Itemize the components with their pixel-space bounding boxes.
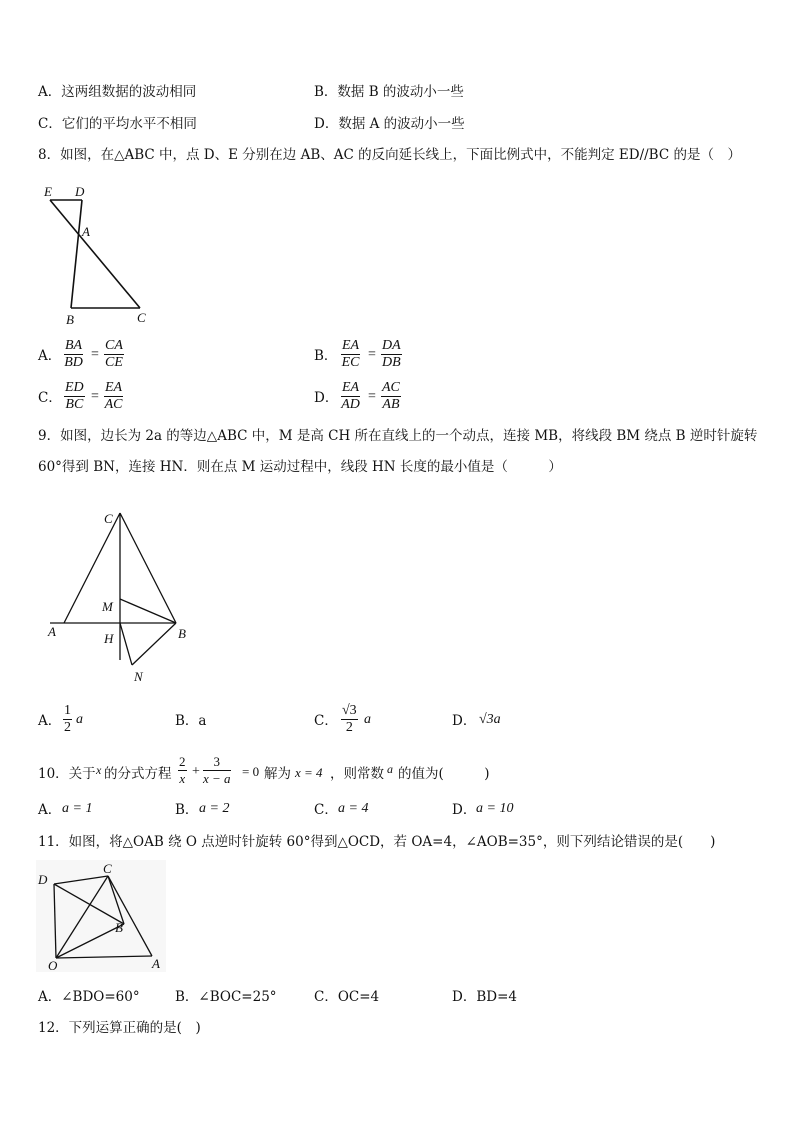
q8-option-a-frac1 <box>64 338 83 371</box>
q7-option-a: A．这两组数据的波动相同 <box>38 84 197 100</box>
q10-option-c-label: C． <box>314 802 338 818</box>
q9-a-var: a <box>76 712 83 727</box>
q8-a-num2: CA <box>105 338 123 353</box>
q8-c-num1: ED <box>65 380 84 395</box>
q11-label-c: C <box>103 861 112 876</box>
q10-option-b-label: B． <box>175 802 199 818</box>
q8-option-d-label: D． <box>314 390 339 406</box>
q10-stem-d: ，则常数 <box>330 766 384 782</box>
q10-x-var: x <box>96 763 102 777</box>
q9-option-a-frac <box>63 703 72 736</box>
q10-stem-e: 的值为( ) <box>398 766 490 782</box>
q8-b-num2: DA <box>382 338 401 353</box>
q10-solution: x = 4 <box>295 765 323 780</box>
q11-option-a: A．∠BDO=60° <box>38 989 140 1005</box>
q8-b-den2: DB <box>382 355 401 370</box>
q7-option-b: B．数据 B 的波动小一些 <box>314 84 464 100</box>
q8-option-b-frac1 <box>341 338 360 371</box>
q11-label-o: O <box>48 958 58 973</box>
q8-label-c: C <box>137 310 146 325</box>
q9-label-h: H <box>104 631 114 646</box>
q8-a-den1: BD <box>64 355 83 370</box>
q10-option-c-value: a = 4 <box>338 801 369 816</box>
q11-stem: 11．如图，将△OAB 绕 O 点逆时针旋转 60°得到△OCD，若 OA=4，∠AOB=35°，则下列结论错误的是( ) <box>38 834 716 850</box>
q8-a-den2: CE <box>105 355 123 370</box>
q10-f2-den: x − a <box>203 771 231 786</box>
q7-option-c: C．它们的平均水平不相同 <box>38 116 197 132</box>
q8-b-num1: EA <box>342 338 360 353</box>
q11-option-b: B．∠BOC=25° <box>175 989 277 1005</box>
q8-option-a-label: A． <box>38 348 62 364</box>
q8-option-b-label: B． <box>314 348 338 364</box>
q9-label-m: M <box>102 599 113 614</box>
q8-d-num1: EA <box>342 380 360 395</box>
q8-option-c-frac1 <box>64 380 85 413</box>
q8-b-den1: EC <box>341 355 360 370</box>
q11-label-a: A <box>152 956 160 971</box>
q9-option-c-frac <box>341 703 358 736</box>
q8-label-b: B <box>66 312 74 327</box>
q9-c-num: √3 <box>342 703 357 718</box>
q9-label-a: A <box>48 624 56 639</box>
q8-option-c-frac2 <box>104 380 123 413</box>
q8-option-d-frac2 <box>381 380 401 413</box>
q10-f2-num: 3 <box>203 754 231 771</box>
q10-plus: + <box>192 764 200 779</box>
q8-option-b-frac2 <box>381 338 402 371</box>
q8-label-d: D <box>75 184 85 199</box>
q8-c-den2: AC <box>104 397 123 412</box>
q10-stem-b: 的分式方程 <box>104 766 172 782</box>
q11-option-d: D．BD=4 <box>452 989 517 1005</box>
q9-stem-line1: 9．如图，边长为 2a 的等边△ABC 中，M 是高 CH 所在直线上的一个动点，连接 MB，将线段 BM 绕点 B 逆时针旋转 <box>38 428 758 444</box>
q10-option-d-label: D． <box>452 802 477 818</box>
q10-stem-c: 解为 <box>264 766 291 782</box>
q9-label-n: N <box>134 669 143 684</box>
q8-option-a-frac2 <box>104 338 124 371</box>
q10-f1-den: x <box>179 771 186 786</box>
q8-d-eq: = <box>368 389 376 404</box>
q8-figure <box>40 182 160 327</box>
q10-stem-a: 10．关于 <box>38 766 96 782</box>
q10-eq-zero: = 0 <box>242 764 260 779</box>
q8-option-c-label: C． <box>38 390 62 406</box>
q9-c-var: a <box>364 712 371 727</box>
q9-a-num: 1 <box>64 703 71 718</box>
q9-option-c-label: C． <box>314 713 338 729</box>
q8-d-den1: AD <box>341 397 360 412</box>
q9-c-den: 2 <box>345 720 353 735</box>
q9-stem-line2: 60°得到 BN，连接 HN．则在点 M 运动过程中，线段 HN 长度的最小值是（ ） <box>38 459 562 475</box>
q10-option-a-value: a = 1 <box>62 801 93 816</box>
q8-a-eq: = <box>91 347 99 362</box>
q9-label-c: C <box>104 511 113 526</box>
q9-option-a-label: A． <box>38 713 62 729</box>
q12-stem: 12．下列运算正确的是( ) <box>38 1020 201 1036</box>
q10-a-var: a <box>387 762 393 776</box>
q11-label-b: B <box>115 920 123 935</box>
q8-a-num1: BA <box>65 338 83 353</box>
q8-label-e: E <box>44 184 52 199</box>
q10-f1-num: 2 <box>179 754 186 769</box>
q8-c-num2: EA <box>105 380 123 395</box>
q10-fraction-1 <box>178 754 187 787</box>
q8-c-eq: = <box>91 389 99 404</box>
q11-option-c: C．OC=4 <box>314 989 380 1005</box>
q9-d-value: √3a <box>479 712 501 727</box>
q7-option-d: D．数据 A 的波动小一些 <box>314 116 465 132</box>
q9-a-den: 2 <box>64 720 71 735</box>
q8-d-num2: AC <box>382 380 400 395</box>
q8-label-a: A <box>82 224 90 239</box>
q8-c-den1: BC <box>65 397 84 412</box>
q10-option-a-label: A． <box>38 802 62 818</box>
q8-option-d-frac1 <box>341 380 360 413</box>
q8-b-eq: = <box>368 347 376 362</box>
q9-figure <box>40 505 200 690</box>
q10-option-d-value: a = 10 <box>476 801 514 816</box>
q10-fraction-2 <box>203 754 231 787</box>
q9-label-b: B <box>178 626 186 641</box>
q9-option-d-label: D． <box>452 713 477 729</box>
q11-label-d: D <box>38 872 48 887</box>
q9-option-b: B．a <box>175 713 207 729</box>
q8-stem: 8．如图，在△ABC 中，点 D、E 分别在边 AB、AC 的反向延长线上，下面比例式中，不能判定 ED//BC 的是（ ） <box>38 147 741 163</box>
q8-d-den2: AB <box>382 397 400 412</box>
q11-figure <box>36 860 166 972</box>
q10-option-b-value: a = 2 <box>199 801 230 816</box>
